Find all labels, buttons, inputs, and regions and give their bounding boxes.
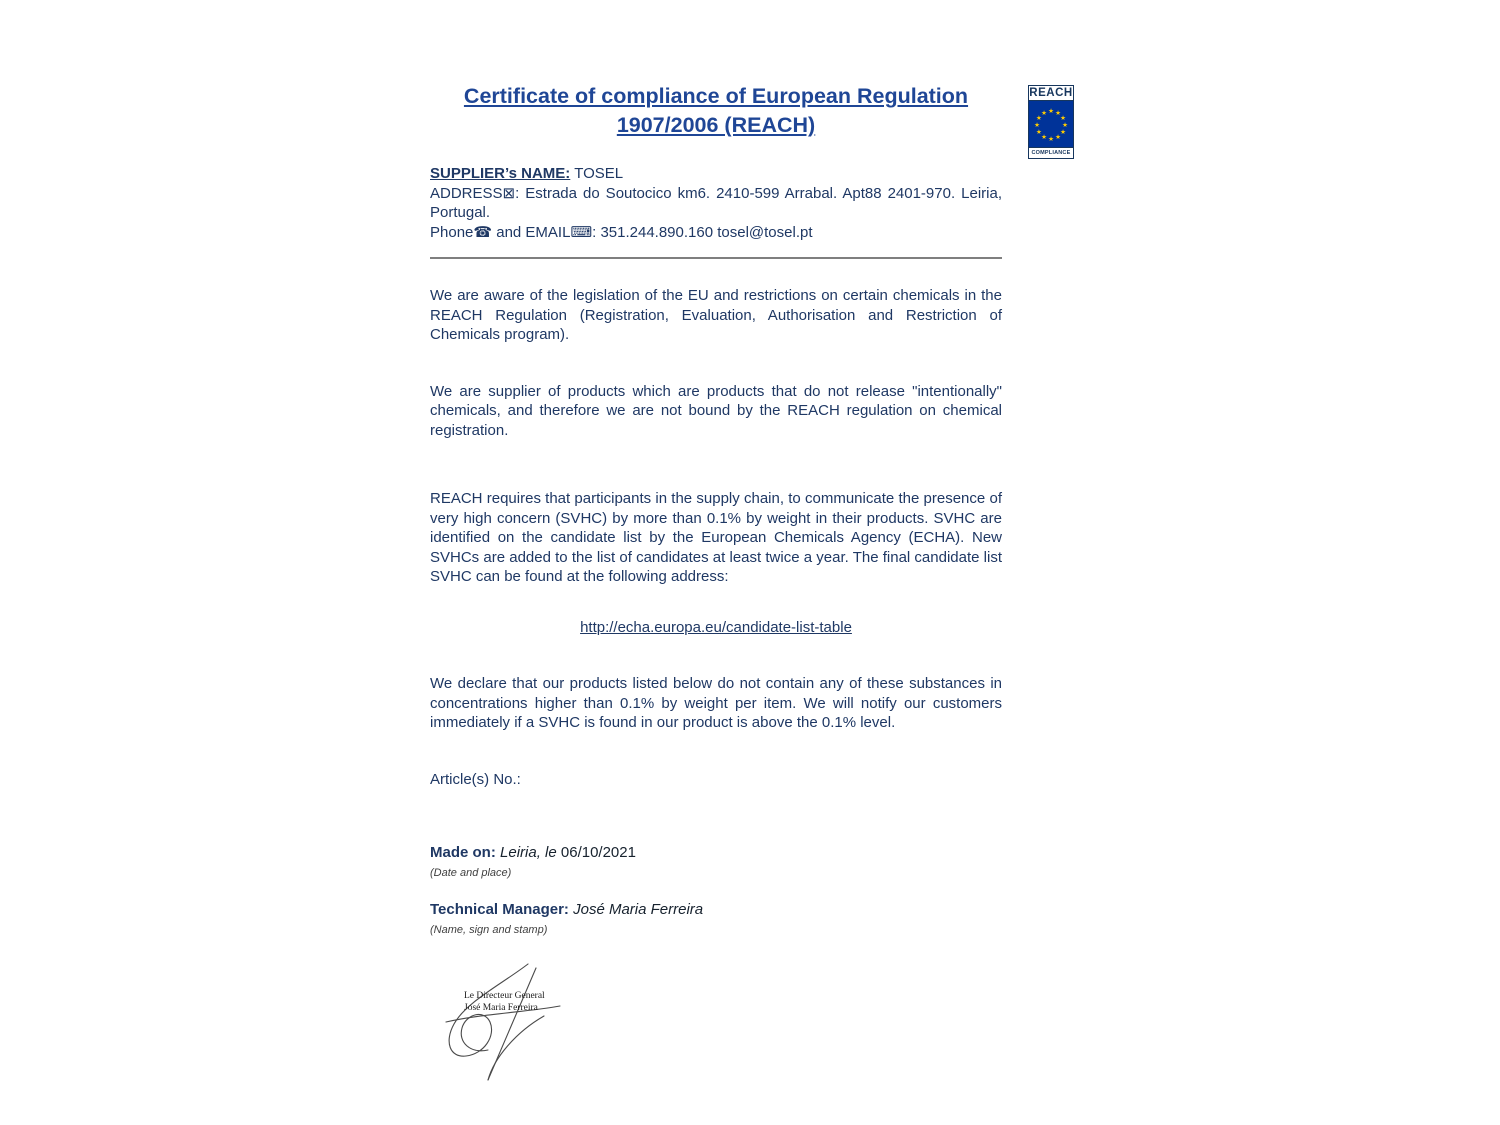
supplier-name-label: SUPPLIER’s NAME: (430, 165, 571, 182)
and-email-label: and EMAIL (492, 223, 571, 241)
made-on-date: 06/10/2021 (560, 844, 636, 861)
address-value: : Estrada do Soutocico km6. 2410-599 Arrabal. Apt88 2401-970. Leiria, Portugal. (430, 184, 1002, 221)
date-place-note: (Date and place) (430, 866, 512, 879)
svg-text:★: ★ (1041, 108, 1047, 117)
page-title-line2: 1907/2006 (REACH) (616, 113, 816, 137)
paragraph-awareness: We are aware of the legislation of the EU and restrictions on certain chemicals in the REACH Regulation (Registration, Evaluation, Authorisation and Restriction of Chemicals program). (430, 287, 1002, 343)
supplier-name-value: TOSEL (570, 165, 624, 182)
svg-text:★: ★ (1035, 128, 1042, 136)
envelope-icon: ⊠ (502, 184, 516, 202)
technical-manager-label: Technical Manager: (430, 901, 569, 918)
signature-area (432, 962, 582, 1082)
svg-text:★: ★ (1055, 133, 1061, 142)
svg-text:★: ★ (1048, 135, 1054, 143)
candidate-list-link[interactable]: http://echa.europa.eu/candidate-list-table (580, 618, 852, 636)
contact-value: : 351.244.890.160 tosel@tosel.pt (592, 223, 813, 241)
articles-label: Article(s) No.: (430, 770, 521, 788)
supplier-contact-line (430, 223, 1002, 243)
svg-text:★: ★ (1041, 133, 1047, 142)
paragraph-declaration: We declare that our products listed below do not contain any of these substances in concentrations higher than 0.1% by weight per item. We will notify our customers immediately if a SVHC is found in our product is above the 0.1% level. (430, 675, 1002, 731)
technical-manager-line (430, 900, 1002, 920)
paragraph-supplier-statement: We are supplier of products which are products that do not release "intentionally" chemicals, and therefore we are not bound by the REACH regulation on chemical registration. (430, 382, 1002, 439)
page-title (430, 82, 1002, 140)
svg-text:★: ★ (1034, 121, 1040, 129)
reach-logo-compliance: COMPLIANCE (1029, 147, 1073, 158)
made-on-place: Leiria, le (495, 844, 561, 861)
svg-text:★: ★ (1035, 114, 1042, 122)
signature-stamp-line2: José Maria Ferreira (464, 1003, 538, 1013)
supplier-name-line (430, 164, 1002, 184)
page-title-line1: Certificate of compliance of European Regulation (463, 84, 969, 108)
address-label: ADDRESS (430, 184, 503, 202)
svg-text:★: ★ (1055, 108, 1061, 117)
technical-manager-name: José Maria Ferreira (568, 901, 704, 918)
reach-compliance-logo (1028, 85, 1074, 159)
candidate-list-link-row (430, 618, 1002, 638)
svg-text:★: ★ (1060, 114, 1067, 122)
svg-text:★: ★ (1048, 107, 1054, 115)
svg-text:★: ★ (1060, 128, 1067, 136)
eu-flag-icon (1029, 101, 1073, 147)
supplier-address-line (430, 184, 1002, 223)
signature-stamp-text (464, 990, 545, 1014)
svg-text:★: ★ (1062, 121, 1068, 129)
signature-scribble-icon (432, 962, 582, 1082)
supplier-block (430, 164, 1002, 242)
divider (430, 257, 1002, 259)
name-sign-stamp-note: (Name, sign and stamp) (430, 923, 548, 936)
made-on-label: Made on: (430, 844, 496, 861)
signature-stamp-line1: Le Directeur General (464, 991, 545, 1001)
reach-logo-title: REACH (1029, 87, 1073, 99)
phone-label: Phone (430, 223, 474, 241)
made-on-line (430, 843, 1002, 863)
phone-icon: ☎ (473, 223, 493, 241)
paragraph-reach-requirement: REACH requires that participants in the supply chain, to communicate the presence of very high concern (SVHC) by more than 0.1% by weight in their products. SVHC are identified on the candidate list by the European Chemicals Agency (ECHA). New SVHCs are added to the list of candidates at least twice a year. The final candidate list SVHC can be found at the following address: (430, 490, 1002, 585)
computer-icon: ⌨ (570, 223, 593, 241)
certificate-document (430, 82, 1002, 1082)
